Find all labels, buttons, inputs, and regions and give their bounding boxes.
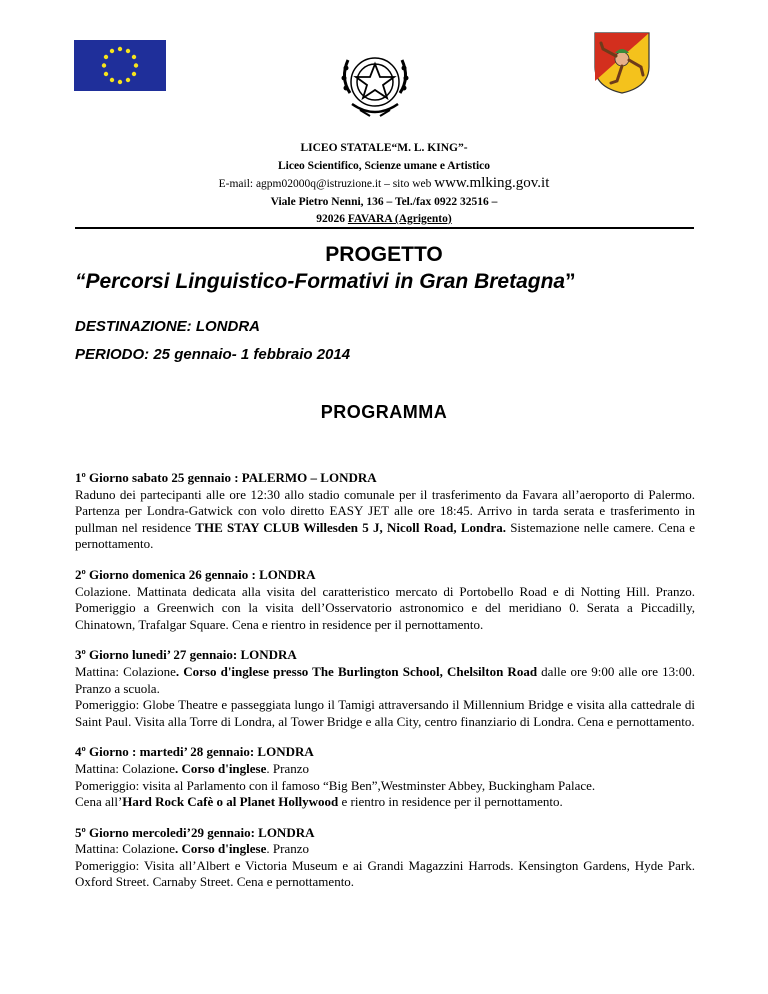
school-city: FAVARA (Agrigento) [347, 213, 452, 225]
programme-days [75, 470, 695, 905]
day-text-bold: . Corso d'inglese [175, 760, 267, 776]
day-heading: 2º Giorno domenica 26 gennaio : LONDRA [75, 566, 316, 582]
day-text-part: . Pranzo [266, 760, 309, 776]
day-heading: 1º Giorno sabato 25 gennaio : PALERMO – LONDRA [75, 470, 377, 485]
day-heading: 3º Giorno lunedi’ 27 gennaio: LONDRA [75, 647, 297, 663]
day-text-bold: . Corso d'inglese presso The Burlington School, Chelsilton Road [175, 663, 538, 679]
school-cap: 92026 [316, 213, 348, 225]
header-divider [75, 227, 694, 229]
day-text-part: Sistemazione nelle camere. Cena e pernottamento. [75, 519, 695, 552]
school-website-link[interactable]: www.mlking.gov.it [434, 175, 550, 191]
day-heading: 4º Giorno : martedi’ 28 gennaio: LONDRA [75, 744, 314, 760]
school-types: Liceo Scientifico, Scienze umane e Artistico [277, 159, 491, 172]
day-1 [75, 470, 695, 553]
sicily-region-logo [593, 31, 651, 95]
day-text-part: e rientro in residence per il pernottamento. [338, 794, 563, 810]
day-5 [75, 825, 695, 891]
school-address: Viale Pietro Nenni, 136 – Tel./fax 0922 32516 – [270, 195, 498, 208]
project-subtitle [75, 270, 576, 294]
italian-republic-emblem [330, 38, 420, 128]
day-text-part: Mattina: Colazione [75, 663, 176, 679]
day-4 [75, 744, 695, 810]
project-subtitle-closequote: ” [565, 270, 576, 293]
day-text [75, 841, 695, 858]
header-logos [0, 0, 768, 110]
day-text [75, 761, 695, 778]
day-text: Pomeriggio: Globe Theatre e passeggiata lungo il Tamigi attraversando il Millennium Bridge e visita alla cattedrale di Saint Paul. Visita alla Torre di Londra, al Tower Bridge e alla City, centro finanziario di Londra. Cena e pernottamento. [75, 697, 695, 729]
day-text-bold: . Corso d'inglese [175, 841, 267, 857]
destination: DESTINAZIONE: LONDRA [75, 318, 260, 335]
day-text: Pomeriggio: visita al Parlamento con il famoso “Big Ben”,Westminster Abbey, Buckingham Palace. [75, 777, 596, 793]
day-text-bold: THE STAY CLUB Willesden 5 J, Nicoll Road, Londra. [195, 519, 506, 535]
day-text [75, 794, 695, 811]
day-text: Pomeriggio: Visita all’Albert e Victoria Museum e ai Grandi Magazzini Harrods. Kensington Gardens, Hyde Park. Oxford Street. Carnaby Street. Cena e pernottamento. [75, 857, 695, 890]
project-subtitle-text: “Percorsi Linguistico-Formativi in Gran Bretagna [75, 270, 566, 293]
day-3 [75, 647, 695, 730]
project-title: PROGETTO [325, 243, 443, 266]
day-text: Colazione. Mattinata dedicata alla visita del caratteristico mercato di Portobello Road e di Notting Hill. Pranzo. Pomeriggio a Greenwich con la visita dell’Osservatorio astronomico e del meridiano 0. Serata a Piccadilly, Chinatown, Trafalgar Square. Cena e rientro in residence per il pernottamento. [75, 583, 695, 632]
period: PERIODO: 25 gennaio- 1 febbraio 2014 [75, 346, 351, 363]
day-text-part: dalle ore 9:00 alle ore 13:00. Pranzo a scuola. [75, 663, 695, 696]
day-text-part: Mattina: Colazione [75, 760, 176, 776]
day-text-part: Cena all’ [75, 794, 123, 810]
day-text [75, 487, 695, 553]
day-text [75, 664, 695, 697]
school-email: E-mail: agpm02000q@istruzione.it – sito web [218, 178, 435, 190]
day-text-part: . Pranzo [266, 841, 309, 857]
day-2 [75, 567, 695, 633]
school-name: LICEO STATALE“M. L. KING”- [300, 142, 468, 154]
day-text-part: Mattina: Colazione [75, 841, 176, 857]
school-header [0, 140, 768, 229]
eu-flag-logo [74, 40, 166, 91]
programme-heading: PROGRAMMA [320, 402, 448, 422]
day-text-bold: Hard Rock Cafè o al Planet Hollywood [122, 794, 339, 810]
day-text-part: Raduno dei partecipanti alle ore 12:30 allo stadio comunale per il trasferimento da Favara all’aeroporto di Palermo. Partenza per Londra-Gatwick con volo diretto EASY JET alle ore 18:45. Arrivo in tarda serata e trasferimento in pullman nel residence [75, 486, 695, 535]
day-heading: 5º Giorno mercoledi’29 gennaio: LONDRA [75, 824, 315, 840]
